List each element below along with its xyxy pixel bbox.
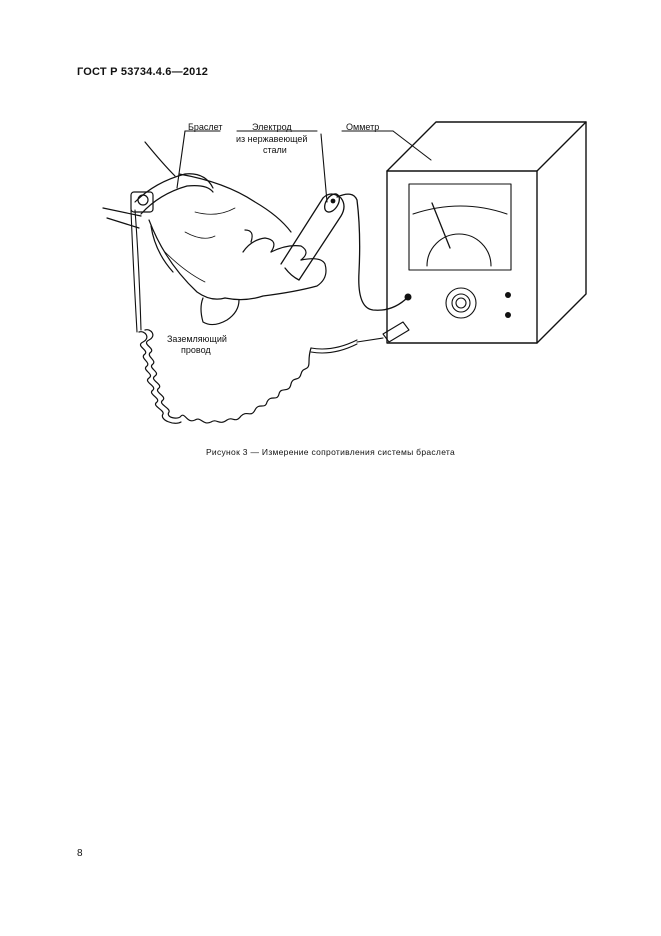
ohmmeter-terminal-upper — [505, 292, 511, 298]
document-header: ГОСТ Р 53734.4.6—2012 — [77, 66, 209, 78]
page-number: 8 — [77, 848, 83, 859]
label-bracelet: Браслет — [188, 122, 223, 132]
stainless-steel-electrode — [281, 191, 344, 280]
label-electrode-line1: Электрод — [252, 122, 292, 132]
ground-plug — [311, 322, 409, 353]
ohmmeter-box — [387, 122, 586, 343]
figure-illustration — [95, 112, 595, 442]
label-electrode-line3: стали — [263, 145, 287, 155]
label-ground-line2: провод — [181, 345, 211, 355]
electrode-contact — [331, 199, 336, 204]
label-ground-line1: Заземляющий — [167, 334, 227, 344]
bracelet — [131, 174, 213, 272]
bracelet-resistance-drawing — [95, 112, 595, 442]
label-ohmmeter: Омметр — [346, 122, 380, 132]
label-electrode-line2: из нержавеющей — [236, 134, 308, 144]
electrode-wire — [337, 194, 408, 310]
ohmmeter-terminal-lower — [505, 312, 511, 318]
figure-caption: Рисунок 3 — Измерение сопротивления системы браслета — [205, 447, 456, 457]
